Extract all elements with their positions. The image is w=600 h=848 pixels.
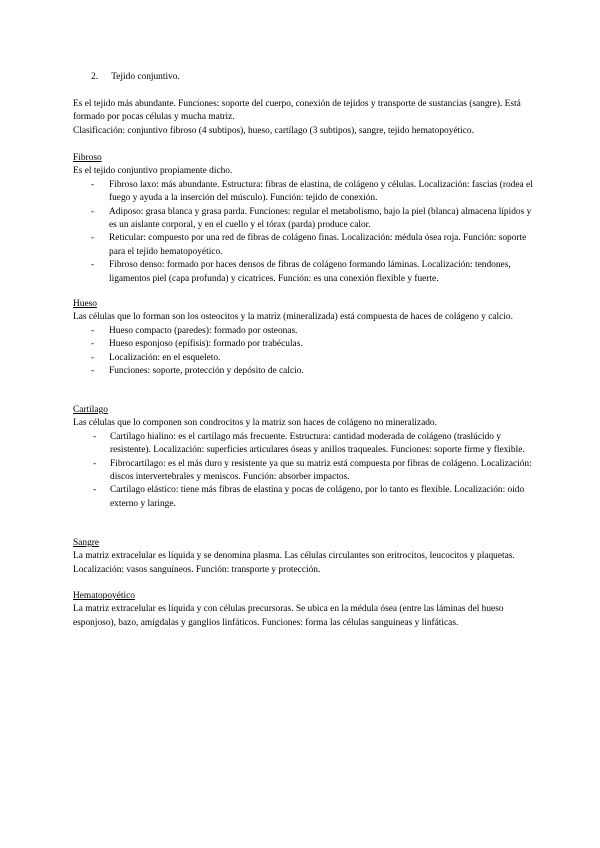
list-item: - Funciones: soporte, protección y depósito de calcio. xyxy=(73,365,533,378)
bullet-list xyxy=(73,431,533,511)
section-heading-sangre: Sangre xyxy=(73,538,100,548)
bullet-list xyxy=(73,179,533,286)
section-description: La matriz extracelular es líquida y con células precursoras. Se ubica en la médula ósea (entre las láminas del hueso esponjoso), bazo, amígdalas y ganglios linfáticos. Funciones: forma las células sanguíneas y linfáticas. xyxy=(73,604,504,628)
list-item: - Cartílago elástico: tiene más fibras de elastina y pocas de colágeno, por lo tanto es flexible. Localización: oído externo y laringe. xyxy=(73,484,533,511)
section-hematopoyetico xyxy=(73,590,533,630)
section-description: Las células que lo componen son condrocitos y la matriz son haces de colágeno no mineralizado. xyxy=(73,418,437,429)
list-item: - Reticular: compuesto por una red de fibras de colágeno finas. Localización: médula ósea roja. Función: soporte para el tejido hematopoyético. xyxy=(73,232,533,259)
intro-block xyxy=(73,98,533,138)
list-item: - Adiposo: grasa blanca y grasa parda. Funciones: regular el metabolismo, bajo la piel (blanca) almacena lípidos y es un aislante corporal, y en el cuello y el tórax (parda) produce calor. xyxy=(73,206,533,233)
item-number: 2. xyxy=(91,72,99,82)
section-heading-hematopoyetico: Hematopoyético xyxy=(73,591,135,601)
section-description: Es el tejido conjuntivo propiamente dicho. xyxy=(73,166,233,177)
list-item: - Fibroso laxo: más abundante. Estructura: fibras de elastina, de colágeno y células. Localización: fascias (rodea el fuego y ayuda a la inserción del músculo). Función: tejido de conexión. xyxy=(73,179,533,206)
section-description: La matriz extracelular es líquida y se denomina plasma. Las células circulantes son eritrocitos, leucocitos y plaquetas. Localización: vasos sanguíneos. Función: transporte y protección. xyxy=(73,551,515,575)
section-cartilago xyxy=(73,404,533,511)
list-item: - Fibrocartílago: es el más duro y resistente ya que su matriz está compuesta por fibras de colágeno. Localización: discos intervertebrales y meniscos. Función: absorber impactos. xyxy=(73,458,533,485)
classification-paragraph: Clasificación: conjuntivo fibroso (4 subtipos), hueso, cartílago (3 subtipos), sangre, tejido hematopoyético. xyxy=(73,125,474,136)
section-heading-hueso: Hueso xyxy=(73,299,97,309)
section-hueso xyxy=(73,298,533,378)
list-item: - Hueso compacto (paredes): formado por osteonas. xyxy=(73,325,533,338)
section-fibroso xyxy=(73,152,533,286)
section-heading-cartilago: Cartílago xyxy=(73,405,108,415)
section-description: Las células que lo forman son los osteocitos y la matriz (mineralizada) está compuesta de haces de colágeno y calcio. xyxy=(73,312,513,323)
list-item: - Cartílago hialino: es el cartílago más frecuente. Estructura: cantidad moderada de colágeno (traslúcido y resistente). Localización: superficies articulares óseas y anillos traqueales. Funciones: soporte firme y flexible. xyxy=(73,431,533,458)
bullet-list xyxy=(73,325,533,379)
list-item: - Hueso esponjoso (epífisis): formado por trabéculas. xyxy=(73,338,533,351)
numbered-heading xyxy=(91,71,180,84)
intro-paragraph: Es el tejido más abundante. Funciones: soporte del cuerpo, conexión de tejidos y transporte de sustancias (sangre). Está formado por pocas células y mucha matriz. xyxy=(73,99,521,123)
list-item: - Localización: en el esqueleto. xyxy=(73,352,533,365)
section-heading-fibroso: Fibroso xyxy=(73,153,102,163)
section-sangre xyxy=(73,537,533,577)
item-title: Tejido conjuntivo. xyxy=(111,72,180,82)
list-item: - Fibroso denso: formado por haces densos de fibras de colágeno formando láminas. Localización: tendones, ligamentos piel (capa profunda) y cicatrices. Función: es una conexión flexible y fuerte. xyxy=(73,259,533,286)
